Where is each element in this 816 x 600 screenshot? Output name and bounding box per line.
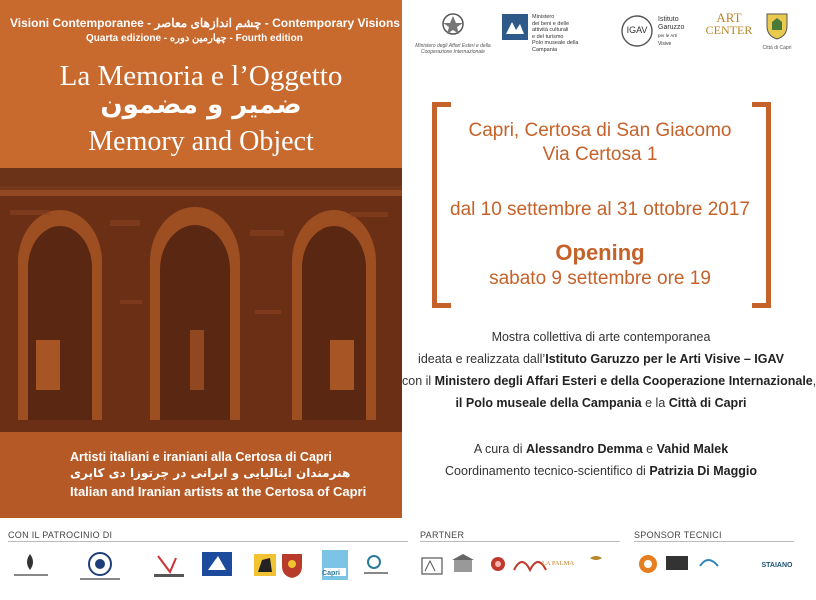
separator: - xyxy=(229,33,236,44)
venue-name: Capri, Certosa di San Giacomo xyxy=(468,120,732,141)
title-english: Memory and Object xyxy=(88,126,314,157)
capri-logo-text: Capri xyxy=(322,570,340,577)
separator: - xyxy=(163,33,170,44)
left-bracket xyxy=(432,102,451,308)
art-center-logo xyxy=(700,12,758,52)
ministry-beni-line: dei beni e delle xyxy=(532,20,570,27)
ministry-esteri-text: Ministero degli Affari Esteri e della Cooperazione Internazionale xyxy=(415,43,491,55)
series-line xyxy=(10,16,400,30)
venue-address: Via Certosa 1 xyxy=(542,144,658,165)
igav-name-line: per le Arti xyxy=(658,33,678,38)
brera-logo-icon xyxy=(154,556,184,577)
sponsor-logo-icon xyxy=(700,560,718,566)
right-bracket xyxy=(752,102,771,308)
sponsor-logo-icon xyxy=(639,555,657,573)
iran-embassy-icon xyxy=(14,554,48,576)
title-italian: La Memoria e l’Oggetto xyxy=(59,60,343,92)
opening-time: sabato 9 settembre ore 19 xyxy=(489,268,711,289)
town-crest-icon xyxy=(282,554,302,578)
description-text: , xyxy=(812,374,816,388)
igav-logo xyxy=(620,12,690,52)
ministry-beni-line: Ministero xyxy=(532,14,555,20)
la-palma-logo: LA PALMA xyxy=(541,560,575,567)
description-line xyxy=(402,352,800,366)
ministry-beni-line: Polo museale della Campania xyxy=(532,40,579,53)
title-persian: ضمیر و مضمون xyxy=(100,90,302,120)
ministry-esteri-logo xyxy=(410,12,496,55)
curators-text: A cura di xyxy=(473,442,526,456)
ministry-square-icon xyxy=(502,14,528,40)
edition-line xyxy=(86,33,303,44)
sponsor-logos xyxy=(634,548,760,594)
citta-capri-text: Città di Capri xyxy=(762,45,792,51)
coordinator-name: Patrizia Di Maggio xyxy=(649,464,757,478)
art-center-line2: CENTER xyxy=(705,23,753,37)
coordination-line xyxy=(402,464,800,478)
exhibition-dates: dal 10 settembre al 31 ottobre 2017 xyxy=(450,199,750,220)
patronage-label: CON IL PATROCINIO DI xyxy=(8,530,113,540)
oai-logo-icon xyxy=(364,556,388,574)
art-center-line1: ART xyxy=(716,10,742,25)
ministry-beni-logo xyxy=(502,12,602,52)
building-logo-icon xyxy=(452,554,474,572)
ministry-beni-line: attività culturali xyxy=(532,27,569,33)
description-bold: Ministero degli Affari Esteri e della Cooperazione Internazionale xyxy=(434,374,813,388)
flower-logo-icon xyxy=(491,557,505,571)
ministry-beni-line: e del turismo xyxy=(532,33,564,40)
sponsor-divider xyxy=(634,541,794,542)
description-line xyxy=(402,396,800,410)
coordination-text: Coordinamento tecnico-scientifico di xyxy=(445,464,650,478)
description-bold: Istituto Garuzzo per le Arti Visive – IGAV xyxy=(545,352,784,366)
emblem-seal-icon xyxy=(80,553,120,580)
partner-label: PARTNER xyxy=(420,530,465,540)
curator-name: Alessandro Demma xyxy=(525,442,643,456)
pauluis-logo-icon xyxy=(590,556,602,560)
edition-it: Quarta edizione xyxy=(86,33,162,44)
description-line xyxy=(402,374,816,388)
separator: - xyxy=(264,16,273,30)
subtitle-italian: Artisti italiani e iraniani alla Certosa di Capri xyxy=(70,450,332,464)
exhibition-poster xyxy=(0,0,402,518)
horse-crest-icon xyxy=(254,554,276,576)
series-fa: چشم اندازهای معاصر xyxy=(154,16,262,30)
patronage-logos xyxy=(8,548,408,594)
staiano-logo: STAIANO xyxy=(761,562,793,569)
description-bold: Città di Capri xyxy=(668,396,747,410)
igav-name-line: Garuzzo xyxy=(658,24,685,31)
patronage-divider xyxy=(8,541,408,542)
igav-name xyxy=(658,16,684,48)
description-line: Mostra collettiva di arte contemporanea xyxy=(491,330,711,344)
description-text: e la xyxy=(641,396,669,410)
maxxi-logo-icon xyxy=(422,558,442,574)
campania-region-icon xyxy=(202,552,232,576)
subtitle-english: Italian and Iranian artists at the Certosa of Capri xyxy=(70,484,367,499)
subtitle-persian: هنرمندان ایتالیایی و ایرانی در چرتوزا دی کاپری xyxy=(70,466,351,480)
curator-name: Vahid Malek xyxy=(656,442,729,456)
italian-emblem-icon xyxy=(410,12,496,38)
description-bold: il Polo museale della Campania xyxy=(455,396,642,410)
ministry-beni-text xyxy=(532,14,602,53)
citta-capri-logo xyxy=(762,12,792,54)
igav-name-line: Visive xyxy=(658,41,672,47)
edition-en: Fourth edition xyxy=(235,33,303,44)
separator: - xyxy=(147,16,155,30)
series-en: Contemporary Visions xyxy=(272,16,400,30)
series-it: Visioni Contemporanee xyxy=(10,16,144,30)
sponsor-logo-icon xyxy=(666,556,688,570)
description-text: con il xyxy=(402,374,435,388)
igav-name-line: Istituto xyxy=(658,16,679,23)
partner-divider xyxy=(420,541,620,542)
description-text: ideata e realizzata dall’ xyxy=(418,352,546,366)
curators-line xyxy=(402,442,800,456)
edition-fa: چهارمین دوره xyxy=(169,33,227,44)
igav-mark: IGAV xyxy=(626,25,648,35)
coat-of-arms-icon xyxy=(765,12,789,40)
partner-logos xyxy=(420,548,620,594)
curators-text: e xyxy=(642,442,657,456)
opening-label: Opening xyxy=(555,240,645,265)
sponsor-label: SPONSOR TECNICI xyxy=(634,530,722,540)
